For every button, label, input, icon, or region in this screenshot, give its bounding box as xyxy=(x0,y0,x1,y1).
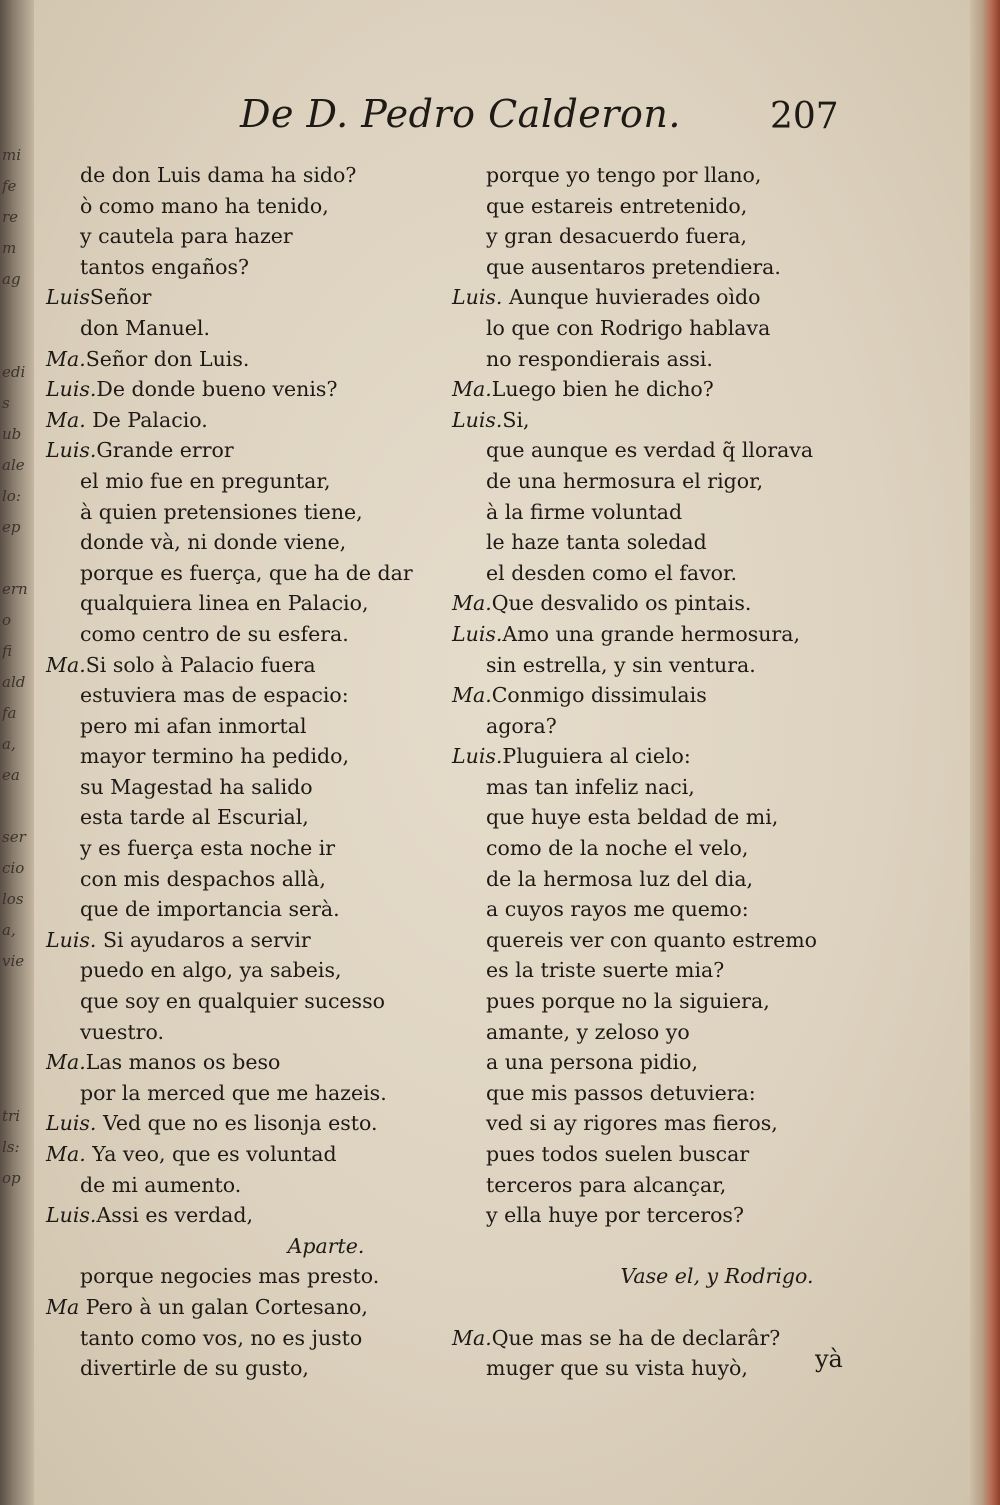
speaker-label: Ma. xyxy=(452,591,492,616)
stage-direction: Vase el, y Rodrigo. xyxy=(620,1264,814,1289)
verse-line xyxy=(46,864,446,895)
verse-text: por la merced que me hazeis. xyxy=(80,1080,387,1105)
verse-text: pues porque no la siguiera, xyxy=(486,989,770,1014)
edge-fragment: op xyxy=(2,1169,21,1187)
verse-text: Si, xyxy=(502,407,530,432)
verse-text: Ya veo, que es voluntad xyxy=(85,1142,337,1166)
speaker-label: Luis. xyxy=(46,927,97,952)
verse-line xyxy=(452,619,872,650)
edge-fragment: fi xyxy=(2,642,13,660)
verse-line xyxy=(452,955,872,986)
blank-line xyxy=(452,1231,872,1262)
verse-line xyxy=(46,802,446,833)
speaker-label: Luis. xyxy=(452,744,503,769)
verse-text: Aunque huvierades oìdo xyxy=(502,285,761,310)
edge-fragment xyxy=(2,977,32,1008)
verse-text: que de importancia serà. xyxy=(80,897,340,922)
verse-text: Pero à un galan Cortesano, xyxy=(79,1294,368,1319)
verse-text: porque es fuerça, que ha de dar xyxy=(80,560,413,585)
verse-text: porque yo tengo por llano, xyxy=(486,163,762,187)
verse-line xyxy=(46,1047,446,1078)
edge-fragment: ep xyxy=(2,518,21,536)
speaker-label: Luis. xyxy=(452,285,503,310)
edge-fragment xyxy=(2,791,32,822)
verse-line xyxy=(46,955,446,986)
verse-text: Las manos os beso xyxy=(85,1050,281,1075)
edge-fragment: vie xyxy=(2,952,25,970)
speaker-label: Luis. xyxy=(46,1111,97,1136)
verse-line xyxy=(452,1323,872,1354)
speaker-label: Ma. xyxy=(452,683,492,708)
verse-line xyxy=(452,772,872,803)
verse-text: Luego bien he dicho? xyxy=(491,377,714,402)
edge-fragment: s xyxy=(2,394,10,412)
verse-line xyxy=(452,1139,872,1170)
verse-text: donde và, ni donde viene, xyxy=(80,530,347,555)
edge-fragment: ag xyxy=(2,270,21,288)
verse-text: que soy en qualquier sucesso xyxy=(80,989,385,1014)
verse-line xyxy=(46,1200,446,1231)
edge-fragment: mi xyxy=(2,146,22,164)
verse-line xyxy=(46,160,446,191)
verse-line xyxy=(452,986,872,1017)
verse-line xyxy=(452,650,872,681)
verse-text: porque negocies mas presto. xyxy=(80,1264,380,1289)
page-fore-edge xyxy=(970,0,1000,1505)
edge-fragment: a, xyxy=(2,735,16,753)
verse-line xyxy=(452,344,872,375)
verse-text: amante, y zeloso yo xyxy=(486,1019,690,1044)
edge-fragment: o xyxy=(2,611,12,629)
verse-text: como centro de su esfera. xyxy=(80,621,349,646)
edge-fragment: lo: xyxy=(2,487,21,505)
edge-fragment: ub xyxy=(2,425,22,443)
verse-text: que huye esta beldad de mi, xyxy=(486,805,779,830)
verse-text: a cuyos rayos me quemo: xyxy=(486,897,749,922)
verse-line xyxy=(46,221,446,252)
edge-fragment: cio xyxy=(2,859,25,877)
verse-line xyxy=(452,1353,872,1384)
edge-fragment: m xyxy=(2,239,17,257)
verse-text: Señor don Luis. xyxy=(85,346,250,371)
verse-line xyxy=(452,741,872,772)
verse-line xyxy=(46,558,446,589)
verse-text: no respondierais assi. xyxy=(486,346,713,371)
verse-text: Amo una grande hermosura, xyxy=(502,621,800,646)
verse-text: ved si ay rigores mas fieros, xyxy=(486,1111,778,1136)
verse-text: le haze tanta soledad xyxy=(486,530,707,555)
speaker-label: Ma. xyxy=(452,1325,492,1350)
edge-fragment: ern xyxy=(2,580,28,598)
edge-fragment: re xyxy=(2,208,19,226)
edge-fragment: los xyxy=(2,890,24,908)
speaker-label: Ma xyxy=(46,1294,80,1319)
verse-text: De Palacio. xyxy=(85,407,208,432)
verse-line xyxy=(46,1353,446,1384)
verse-line xyxy=(46,833,446,864)
verse-line xyxy=(46,466,446,497)
speaker-label: Ma. xyxy=(452,377,492,402)
catchword: yà xyxy=(815,1345,843,1373)
verse-line xyxy=(46,986,446,1017)
verse-text: quereis ver con quanto estremo xyxy=(486,927,818,952)
verse-line xyxy=(452,527,872,558)
verse-line xyxy=(452,711,872,742)
page-number: 207 xyxy=(770,96,839,137)
verse-line xyxy=(46,619,446,650)
verse-text: pero mi afan inmortal xyxy=(80,713,307,738)
verse-text: estuviera mas de espacio: xyxy=(80,683,349,708)
edge-fragment: ea xyxy=(2,766,20,784)
edge-fragment: fe xyxy=(2,177,17,195)
speaker-label: Ma. xyxy=(46,407,86,432)
edge-fragment: ls: xyxy=(2,1138,20,1156)
verse-text: tanto como vos, no es justo xyxy=(80,1325,363,1350)
verse-text: à quien pretensiones tiene, xyxy=(80,499,363,524)
verse-line xyxy=(452,1108,872,1139)
verse-line xyxy=(452,1078,872,1109)
running-head: De D. Pedro Calderon. xyxy=(240,92,681,136)
verse-text: esta tarde al Escurial, xyxy=(80,805,309,830)
edge-fragment xyxy=(2,1039,32,1070)
edge-fragment xyxy=(2,543,32,574)
speaker-label: Luis. xyxy=(46,377,97,402)
verse-text: Que mas se ha de declarâr? xyxy=(491,1325,781,1350)
verse-line xyxy=(46,435,446,466)
verse-line xyxy=(46,1017,446,1048)
verse-line xyxy=(452,374,872,405)
verse-line xyxy=(452,1200,872,1231)
speaker-label: Ma. xyxy=(46,1050,86,1075)
verse-line xyxy=(46,741,446,772)
verse-line xyxy=(452,435,872,466)
verse-line xyxy=(46,925,446,956)
edge-fragment: ser xyxy=(2,828,26,846)
verse-line xyxy=(46,497,446,528)
verse-line xyxy=(46,313,446,344)
edge-fragment: fa xyxy=(2,704,17,722)
verse-text: y gran desacuerdo fuera, xyxy=(486,224,748,249)
verse-line xyxy=(452,282,872,313)
verse-line xyxy=(46,1078,446,1109)
verse-text: divertirle de su gusto, xyxy=(80,1356,309,1381)
verse-text: y ella huye por terceros? xyxy=(486,1203,744,1228)
verse-line xyxy=(452,558,872,589)
verse-text: y cautela para hazer xyxy=(80,224,293,249)
verse-text: ò como mano ha tenido, xyxy=(80,193,329,218)
verse-text: a una persona pidio, xyxy=(486,1050,698,1075)
verse-text: mas tan infeliz naci, xyxy=(486,774,695,799)
verse-line xyxy=(46,1323,446,1354)
verse-line xyxy=(452,802,872,833)
verse-text: vuestro. xyxy=(80,1019,164,1044)
verse-line xyxy=(46,1139,446,1170)
verse-text: su Magestad ha salido xyxy=(80,774,313,799)
speaker-label: Luis xyxy=(46,285,90,310)
edge-fragment xyxy=(2,1008,32,1039)
verse-text: Si ayudaros a servir xyxy=(96,927,311,952)
verse-line xyxy=(452,191,872,222)
speaker-label: Luis. xyxy=(46,438,97,463)
verse-line xyxy=(452,466,872,497)
verse-text: de una hermosura el rigor, xyxy=(486,468,764,493)
verse-line xyxy=(46,1292,446,1323)
edge-fragment xyxy=(2,1194,32,1225)
verse-line xyxy=(452,925,872,956)
stage-direction: Aparte. xyxy=(287,1233,365,1258)
edge-fragment xyxy=(2,295,32,326)
verse-line xyxy=(452,160,872,191)
verse-text: de don Luis dama ha sido? xyxy=(80,163,357,187)
verse-text: qualquiera linea en Palacio, xyxy=(80,591,369,616)
verse-text: terceros para alcançar, xyxy=(486,1172,727,1197)
verse-text: que ausentaros pretendiera. xyxy=(486,254,781,279)
left-column xyxy=(46,160,446,1384)
verse-line xyxy=(452,1047,872,1078)
verse-text: muger que su vista huyò, xyxy=(486,1356,748,1381)
verse-line xyxy=(452,894,872,925)
verse-line xyxy=(452,588,872,619)
speaker-label: Luis. xyxy=(452,621,503,646)
verse-text: agora? xyxy=(486,713,557,738)
verse-line xyxy=(452,1170,872,1201)
verse-line xyxy=(452,1017,872,1048)
verse-line xyxy=(46,527,446,558)
verse-text: tantos engaños? xyxy=(80,254,250,279)
verse-line xyxy=(46,650,446,681)
verse-text: el mio fue en preguntar, xyxy=(80,468,331,493)
verse-line xyxy=(452,221,872,252)
verse-text: Pluguiera al cielo: xyxy=(502,744,691,769)
verse-text: es la triste suerte mia? xyxy=(486,958,725,983)
verse-text: lo que con Rodrigo hablava xyxy=(486,315,771,340)
verse-text: puedo en algo, ya sabeis, xyxy=(80,958,342,983)
verse-text: de la hermosa luz del dia, xyxy=(486,866,754,891)
verse-line xyxy=(452,313,872,344)
verse-line xyxy=(46,1108,446,1139)
verse-text: como de la noche el velo, xyxy=(486,836,749,861)
verse-line xyxy=(452,497,872,528)
speaker-label: Ma. xyxy=(46,346,86,371)
edge-fragment: edi xyxy=(2,363,26,381)
verse-line xyxy=(46,588,446,619)
edge-fragment: a, xyxy=(2,921,16,939)
verse-text: Si solo à Palacio fuera xyxy=(85,652,316,677)
verse-line xyxy=(46,772,446,803)
verse-line xyxy=(452,864,872,895)
right-column xyxy=(452,160,872,1384)
verse-text: que estareis entretenido, xyxy=(486,193,748,218)
verse-text: que mis passos detuviera: xyxy=(486,1080,756,1105)
verse-line xyxy=(452,680,872,711)
verse-line xyxy=(46,1170,446,1201)
verse-text: De donde bueno venis? xyxy=(96,377,338,402)
verse-text: à la firme voluntad xyxy=(486,499,683,524)
verse-line xyxy=(46,191,446,222)
verse-line xyxy=(46,344,446,375)
speaker-label: Luis. xyxy=(452,407,503,432)
verse-text: mayor termino ha pedido, xyxy=(80,744,349,769)
verse-text: Assi es verdad, xyxy=(96,1203,254,1228)
verse-line xyxy=(46,711,446,742)
verse-line xyxy=(46,282,446,313)
verse-text: el desden como el favor. xyxy=(486,560,738,585)
facing-page-fragments xyxy=(2,140,32,1225)
verse-line xyxy=(46,1261,446,1292)
verse-line xyxy=(452,833,872,864)
edge-fragment: tri xyxy=(2,1107,20,1125)
verse-text: con mis despachos allà, xyxy=(80,866,326,891)
verse-text: Ved que no es lisonja esto. xyxy=(96,1111,378,1136)
verse-line xyxy=(46,894,446,925)
verse-line xyxy=(452,252,872,283)
verse-line xyxy=(46,252,446,283)
verse-text: sin estrella, y sin ventura. xyxy=(486,652,756,677)
verse-text: y es fuerça esta noche ir xyxy=(80,836,336,861)
verse-line xyxy=(46,405,446,436)
verse-line xyxy=(46,680,446,711)
verse-text: Señor xyxy=(89,285,152,310)
verse-text: que aunque es verdad q̃ llorava xyxy=(486,438,814,463)
blank-line xyxy=(452,1292,872,1323)
verse-text: don Manuel. xyxy=(80,315,211,340)
edge-fragment: ale xyxy=(2,456,25,474)
verse-text: Grande error xyxy=(96,438,234,463)
verse-line xyxy=(452,405,872,436)
edge-fragment xyxy=(2,326,32,357)
speaker-label: Ma. xyxy=(46,652,86,677)
speaker-label: Ma. xyxy=(46,1142,86,1166)
edge-fragment xyxy=(2,1070,32,1101)
edge-fragment: ald xyxy=(2,673,26,691)
speaker-label: Luis. xyxy=(46,1203,97,1228)
verse-line xyxy=(46,374,446,405)
verse-text: pues todos suelen buscar xyxy=(486,1142,750,1166)
verse-text: Que desvalido os pintais. xyxy=(491,591,752,616)
verse-text: de mi aumento. xyxy=(80,1172,242,1197)
verse-text: Conmigo dissimulais xyxy=(491,683,707,708)
